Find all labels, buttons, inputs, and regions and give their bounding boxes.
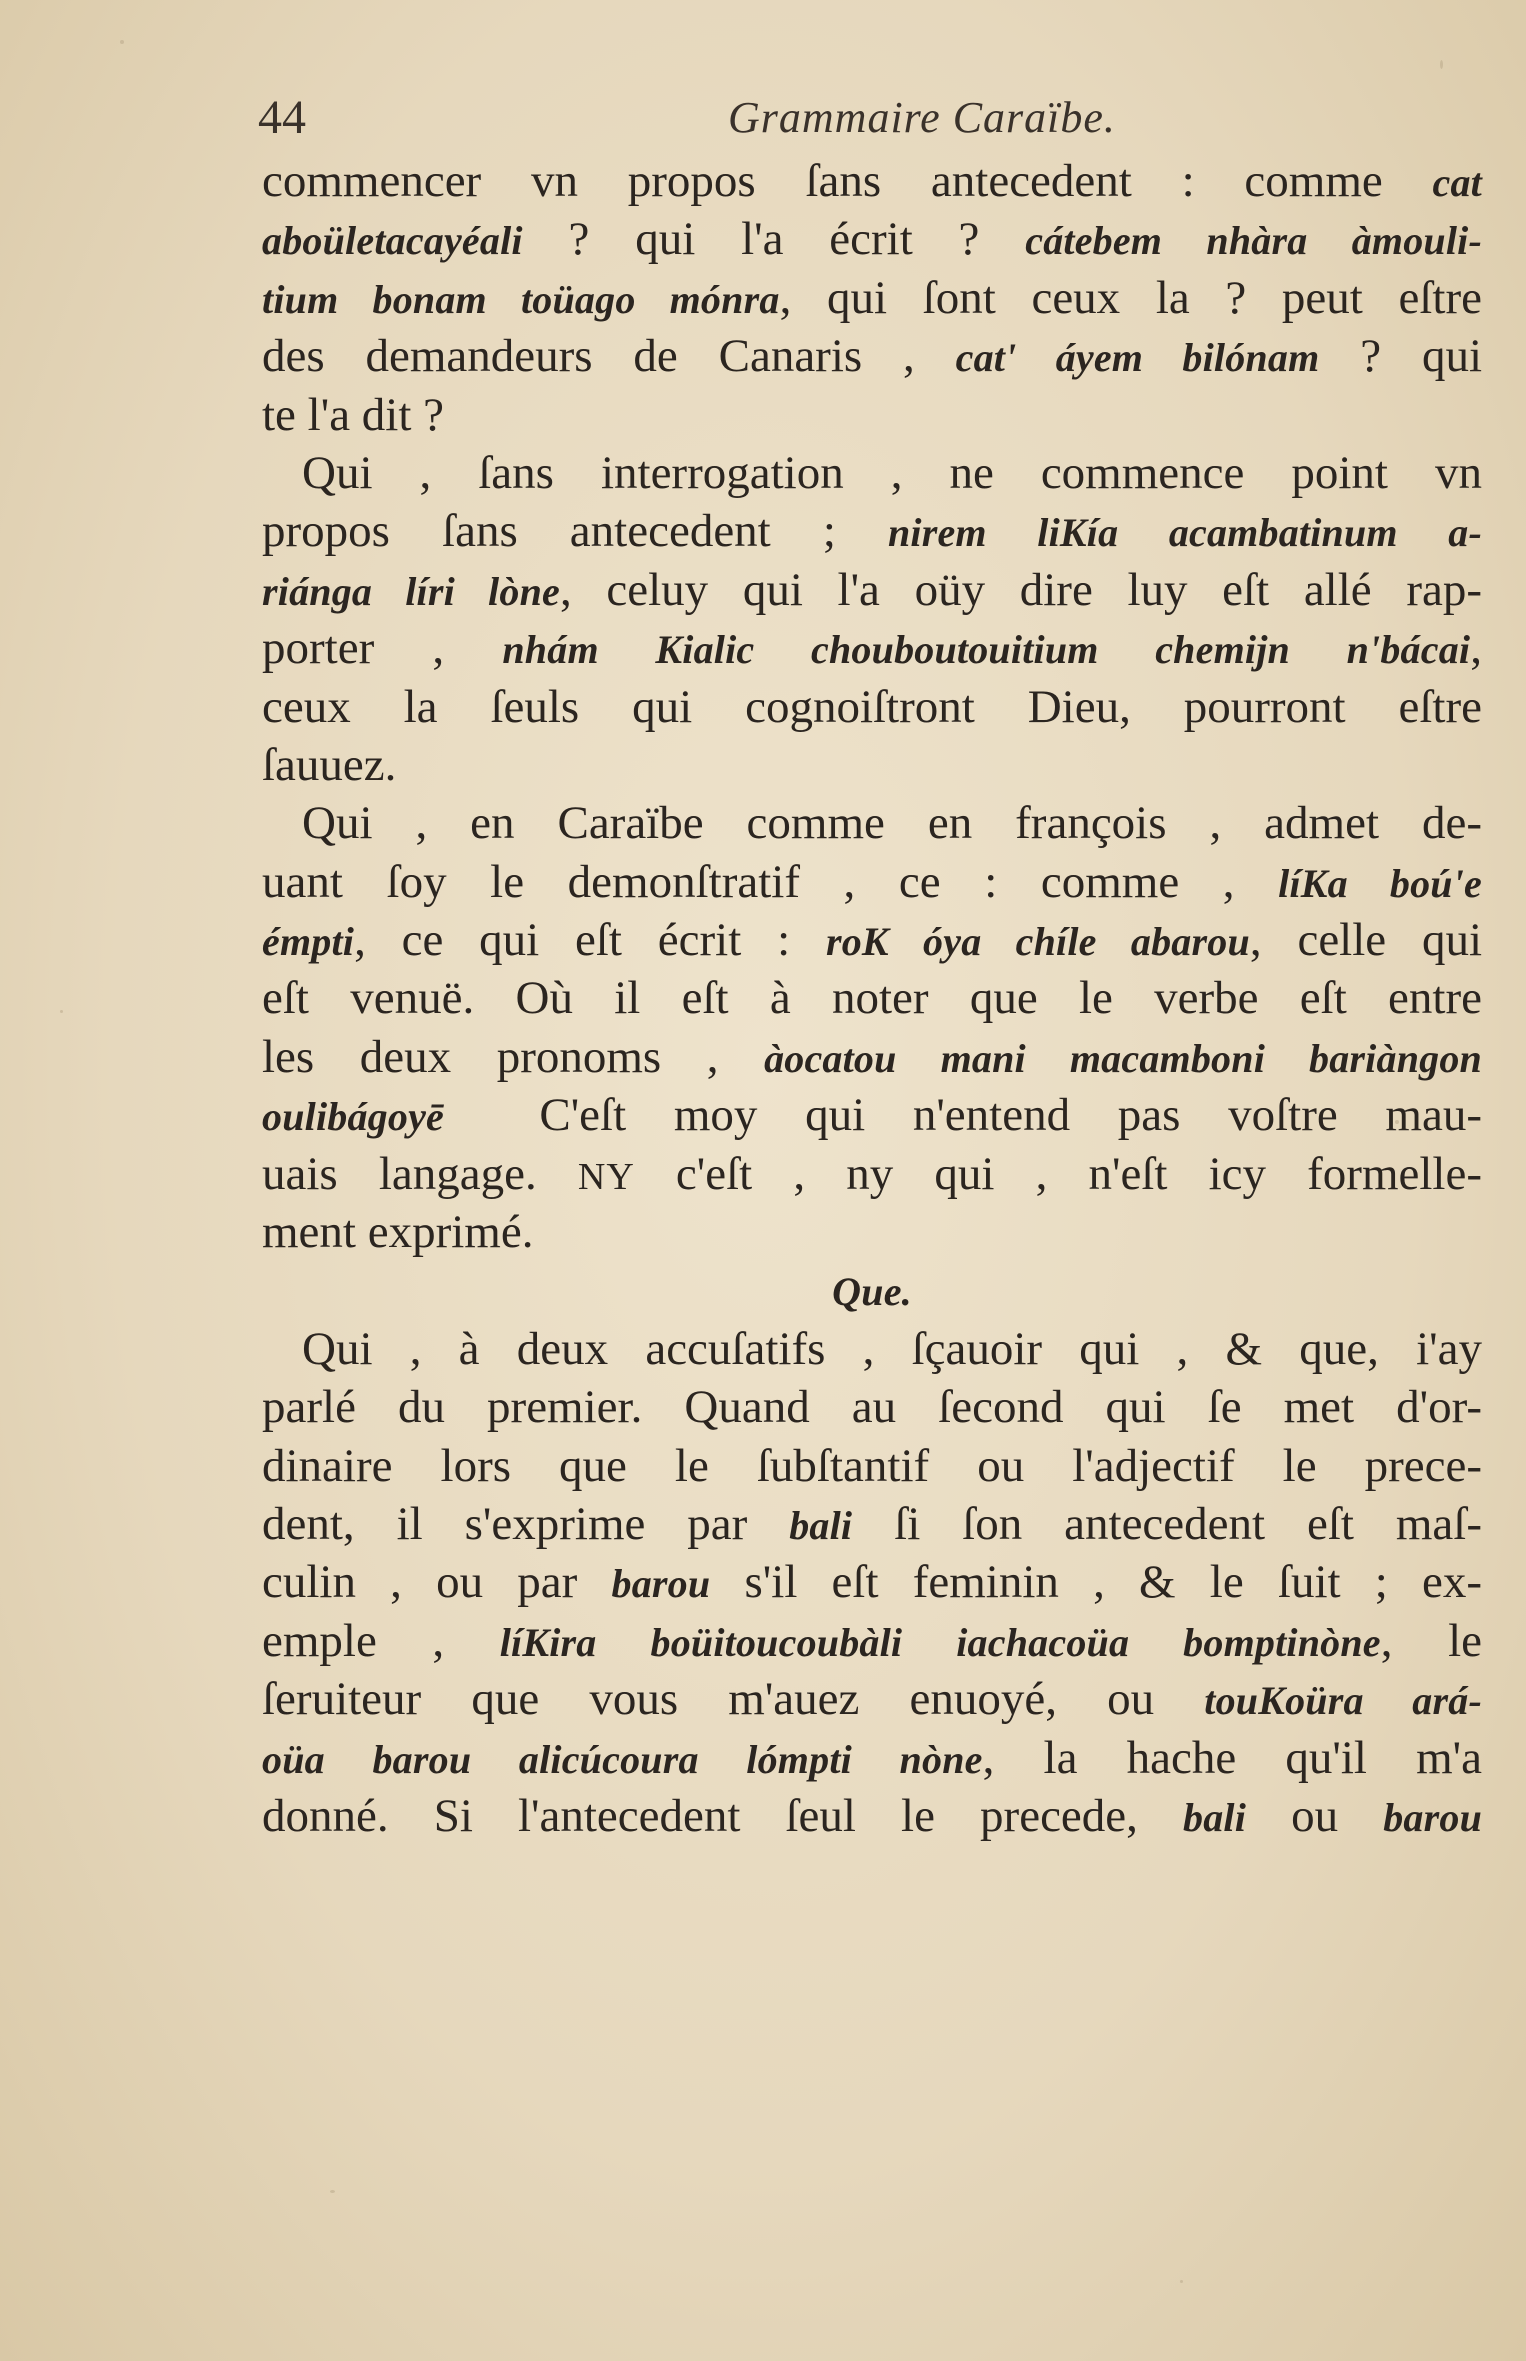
text-line bbox=[262, 736, 1482, 794]
carib-italic-text: barou bbox=[611, 1561, 711, 1607]
french-text: te l'a dit ? bbox=[262, 388, 445, 441]
text-line bbox=[262, 1145, 1482, 1203]
paper-speck bbox=[120, 40, 124, 44]
running-title: Grammaire Caraïbe. bbox=[728, 93, 1116, 142]
carib-italic-text: oulibágoyē bbox=[262, 1094, 444, 1140]
french-text: ? qui bbox=[1319, 330, 1483, 383]
text-line bbox=[262, 853, 1482, 911]
french-text: propos ſans antecedent ; bbox=[262, 505, 888, 558]
french-text: ceux la ſeuls qui cognoiſtront Dieu, pourront eſtre bbox=[262, 680, 1482, 733]
french-text: des demandeurs de Canaris , bbox=[262, 330, 956, 383]
carib-italic-text: bali bbox=[789, 1502, 853, 1548]
text-line bbox=[262, 619, 1482, 677]
french-text: commencer vn propos ſans antecedent : comme bbox=[262, 155, 1433, 207]
french-text: emple , bbox=[262, 1614, 500, 1667]
section-heading bbox=[262, 1261, 1482, 1319]
body-text bbox=[262, 152, 1482, 1845]
text-line bbox=[262, 1495, 1482, 1553]
text-line bbox=[262, 386, 1482, 444]
french-text: parlé du premier. Quand au ſecond qui ſe met d'or- bbox=[262, 1381, 1482, 1434]
page-number: 44 bbox=[258, 91, 306, 144]
carib-italic-text: bali bbox=[1183, 1794, 1247, 1840]
french-text: donné. Si l'antecedent ſeul le precede, bbox=[262, 1789, 1183, 1842]
text-line bbox=[262, 1437, 1482, 1495]
text-line bbox=[262, 1553, 1482, 1611]
text-line bbox=[262, 1378, 1482, 1436]
french-text: C'eſt moy qui n'entend pas voſtre mau- bbox=[443, 1089, 1482, 1142]
paper-speck bbox=[330, 2190, 335, 2193]
text-line bbox=[262, 678, 1482, 736]
french-text: culin , ou par bbox=[262, 1556, 612, 1609]
french-text: , qui ſont ceux la ? peut eſtre bbox=[779, 271, 1482, 324]
carib-italic-text: líKa boú'e bbox=[1278, 860, 1482, 906]
carib-italic-text: oüa barou alicúcoura lómpti nòne bbox=[262, 1736, 983, 1782]
text-line bbox=[262, 969, 1482, 1027]
french-text: ment exprimé. bbox=[262, 1206, 534, 1259]
carib-italic-text: àocatou mani macamboni bariàngon bbox=[764, 1035, 1482, 1081]
text-line bbox=[262, 269, 1482, 327]
text-line bbox=[262, 1028, 1482, 1086]
french-text: Qui , en Caraïbe comme en françois , admet de- bbox=[302, 797, 1482, 850]
french-text: ? qui l'a écrit ? bbox=[522, 213, 1026, 266]
text-line bbox=[262, 911, 1482, 969]
paper-speck bbox=[1180, 2280, 1183, 2283]
french-text: uant ſoy le demonſtratif , ce : comme , bbox=[262, 855, 1279, 908]
text-line bbox=[262, 1086, 1482, 1144]
french-text: Qui , ſans interrogation , ne commence point vn bbox=[302, 446, 1482, 499]
text-line bbox=[262, 1320, 1482, 1378]
paper-speck bbox=[60, 1010, 63, 1013]
french-text: ſeruiteur que vous m'auez enuoyé, ou bbox=[262, 1673, 1205, 1726]
carib-italic-text: cat' áyem bilónam bbox=[955, 335, 1320, 381]
french-text: dinaire lors que le ſubſtantif ou l'adjectif le prece- bbox=[262, 1439, 1482, 1492]
french-text: , celuy qui l'a oüy dire luy eſt allé rap- bbox=[559, 563, 1482, 616]
text-line bbox=[262, 1612, 1482, 1670]
carib-italic-text: barou bbox=[1383, 1794, 1483, 1840]
french-text: ſi ſon antecedent eſt maſ- bbox=[852, 1497, 1483, 1550]
french-text: ou bbox=[1246, 1789, 1384, 1842]
french-text: s'il eſt feminin , & le ſuit ; ex- bbox=[710, 1556, 1482, 1609]
french-text: porter , bbox=[262, 622, 503, 675]
carib-italic-text: riánga líri lòne bbox=[262, 568, 560, 614]
french-text: , celle qui bbox=[1249, 914, 1483, 967]
text-line bbox=[262, 561, 1482, 619]
french-text: , bbox=[1470, 622, 1482, 675]
text-line bbox=[262, 327, 1482, 385]
carib-italic-text: nirem liKía acambatinum a- bbox=[887, 510, 1482, 556]
carib-italic-text: roK óya chíle abarou bbox=[825, 919, 1250, 965]
text-line bbox=[262, 152, 1482, 210]
page-header bbox=[258, 88, 1488, 148]
carib-italic-text: Que. bbox=[832, 1269, 912, 1315]
carib-italic-text: nhám Kialic chouboutouitium chemijn n'bácai bbox=[502, 627, 1471, 673]
carib-italic-text: aboületacayéali bbox=[262, 218, 523, 264]
text-line bbox=[262, 1203, 1482, 1261]
paper-speck bbox=[1440, 60, 1443, 69]
carib-italic-text: tium bonam toüago mónra bbox=[262, 276, 780, 322]
text-line bbox=[262, 444, 1482, 502]
french-text: , le bbox=[1380, 1614, 1482, 1667]
french-text: eſt venuë. Où il eſt à noter que le verbe eſt entre bbox=[262, 972, 1482, 1025]
text-line bbox=[262, 1670, 1482, 1728]
carib-italic-text: cat bbox=[1432, 160, 1482, 205]
french-text: uais langage. bbox=[262, 1147, 578, 1200]
french-text: dent, il s'exprime par bbox=[262, 1497, 790, 1550]
french-text: NY bbox=[577, 1155, 635, 1198]
french-text: , la hache qu'il m'a bbox=[982, 1731, 1482, 1784]
carib-italic-text: cátebem nhàra àmouli- bbox=[1025, 218, 1483, 264]
text-line bbox=[262, 210, 1482, 268]
french-text: les deux pronoms , bbox=[262, 1030, 765, 1083]
text-line bbox=[262, 794, 1482, 852]
carib-italic-text: touKoüra ará- bbox=[1204, 1678, 1482, 1724]
french-text: , ce qui eſt écrit : bbox=[354, 914, 826, 967]
french-text: Qui , à deux accuſatifs , ſçauoir qui , & que, i'ay bbox=[302, 1322, 1482, 1375]
french-text: ſauuez. bbox=[262, 738, 397, 791]
carib-italic-text: líKira boüitoucoubàli iachacoüa bomptinòne bbox=[499, 1619, 1381, 1665]
text-line bbox=[262, 502, 1482, 560]
french-text: c'eſt , ny qui , n'eſt icy formelle- bbox=[634, 1147, 1482, 1200]
text-line bbox=[262, 1787, 1482, 1845]
text-line bbox=[262, 1729, 1482, 1787]
carib-italic-text: émpti bbox=[262, 919, 355, 965]
